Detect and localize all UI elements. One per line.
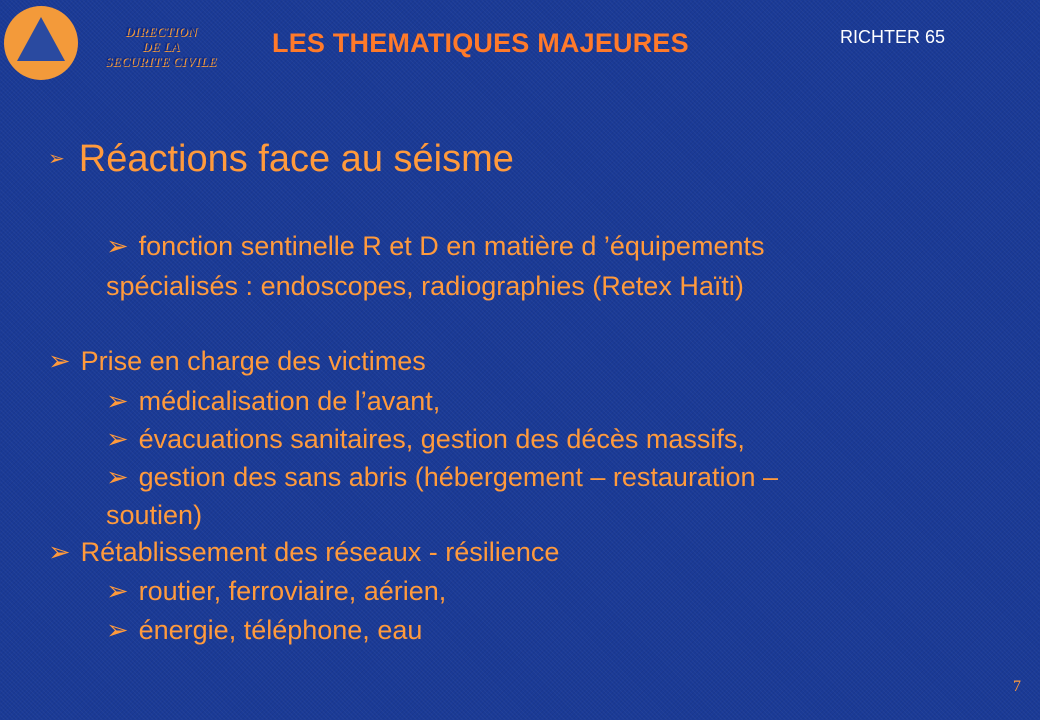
sub-bullet bbox=[106, 615, 422, 646]
bullet-text: médicalisation de l’avant, bbox=[138, 386, 441, 416]
bullet-item bbox=[48, 537, 559, 568]
org-line-1: DIRECTION bbox=[124, 24, 198, 39]
sub-bullet bbox=[106, 386, 440, 417]
bullet-arrow-icon: ➢ bbox=[48, 148, 65, 170]
bullet-arrow-icon: ➢ bbox=[106, 386, 129, 416]
bullet-arrow-icon: ➢ bbox=[106, 424, 129, 454]
bullet-text: évacuations sanitaires, gestion des décès massifs, bbox=[138, 424, 745, 454]
bullet-continuation: spécialisés : endoscopes, radiographies (Retex Haïti) bbox=[106, 271, 744, 301]
organization-name bbox=[86, 24, 236, 69]
bullet-continuation: soutien) bbox=[106, 500, 203, 530]
bullet-text: routier, ferroviaire, aérien, bbox=[138, 576, 447, 606]
bullet-text: énergie, téléphone, eau bbox=[138, 615, 423, 645]
bullet-arrow-icon: ➢ bbox=[106, 462, 129, 492]
bullet-arrow-icon: ➢ bbox=[106, 231, 129, 261]
sub-bullet bbox=[106, 424, 745, 455]
sub-bullet bbox=[106, 462, 778, 493]
bullet-text: Rétablissement des réseaux - résilience bbox=[80, 537, 560, 567]
bullet-arrow-icon: ➢ bbox=[48, 537, 71, 567]
exercise-tag: RICHTER 65 bbox=[840, 27, 946, 47]
bullet-arrow-icon: ➢ bbox=[106, 615, 129, 645]
bullet-text: gestion des sans abris (hébergement – restauration – bbox=[138, 462, 779, 492]
bullet-arrow-icon: ➢ bbox=[48, 346, 71, 376]
bullet-arrow-icon: ➢ bbox=[106, 576, 129, 606]
page-number: 7 bbox=[1013, 678, 1021, 695]
org-line-3: SECURITE CIVILE bbox=[105, 54, 217, 69]
bullet-text: Prise en charge des victimes bbox=[80, 346, 426, 376]
slide-title: LES THEMATIQUES MAJEURES bbox=[272, 28, 689, 58]
sub-bullet bbox=[106, 576, 446, 607]
bullet-text: fonction sentinelle R et D en matière d ’équipements bbox=[138, 231, 765, 261]
securite-civile-logo bbox=[2, 4, 80, 82]
heading-text: Réactions face au séisme bbox=[78, 138, 514, 180]
sub-bullet bbox=[106, 231, 764, 262]
bullet-item bbox=[48, 346, 426, 377]
bullet-heading bbox=[48, 138, 514, 181]
org-line-2: DE LA bbox=[142, 39, 180, 54]
